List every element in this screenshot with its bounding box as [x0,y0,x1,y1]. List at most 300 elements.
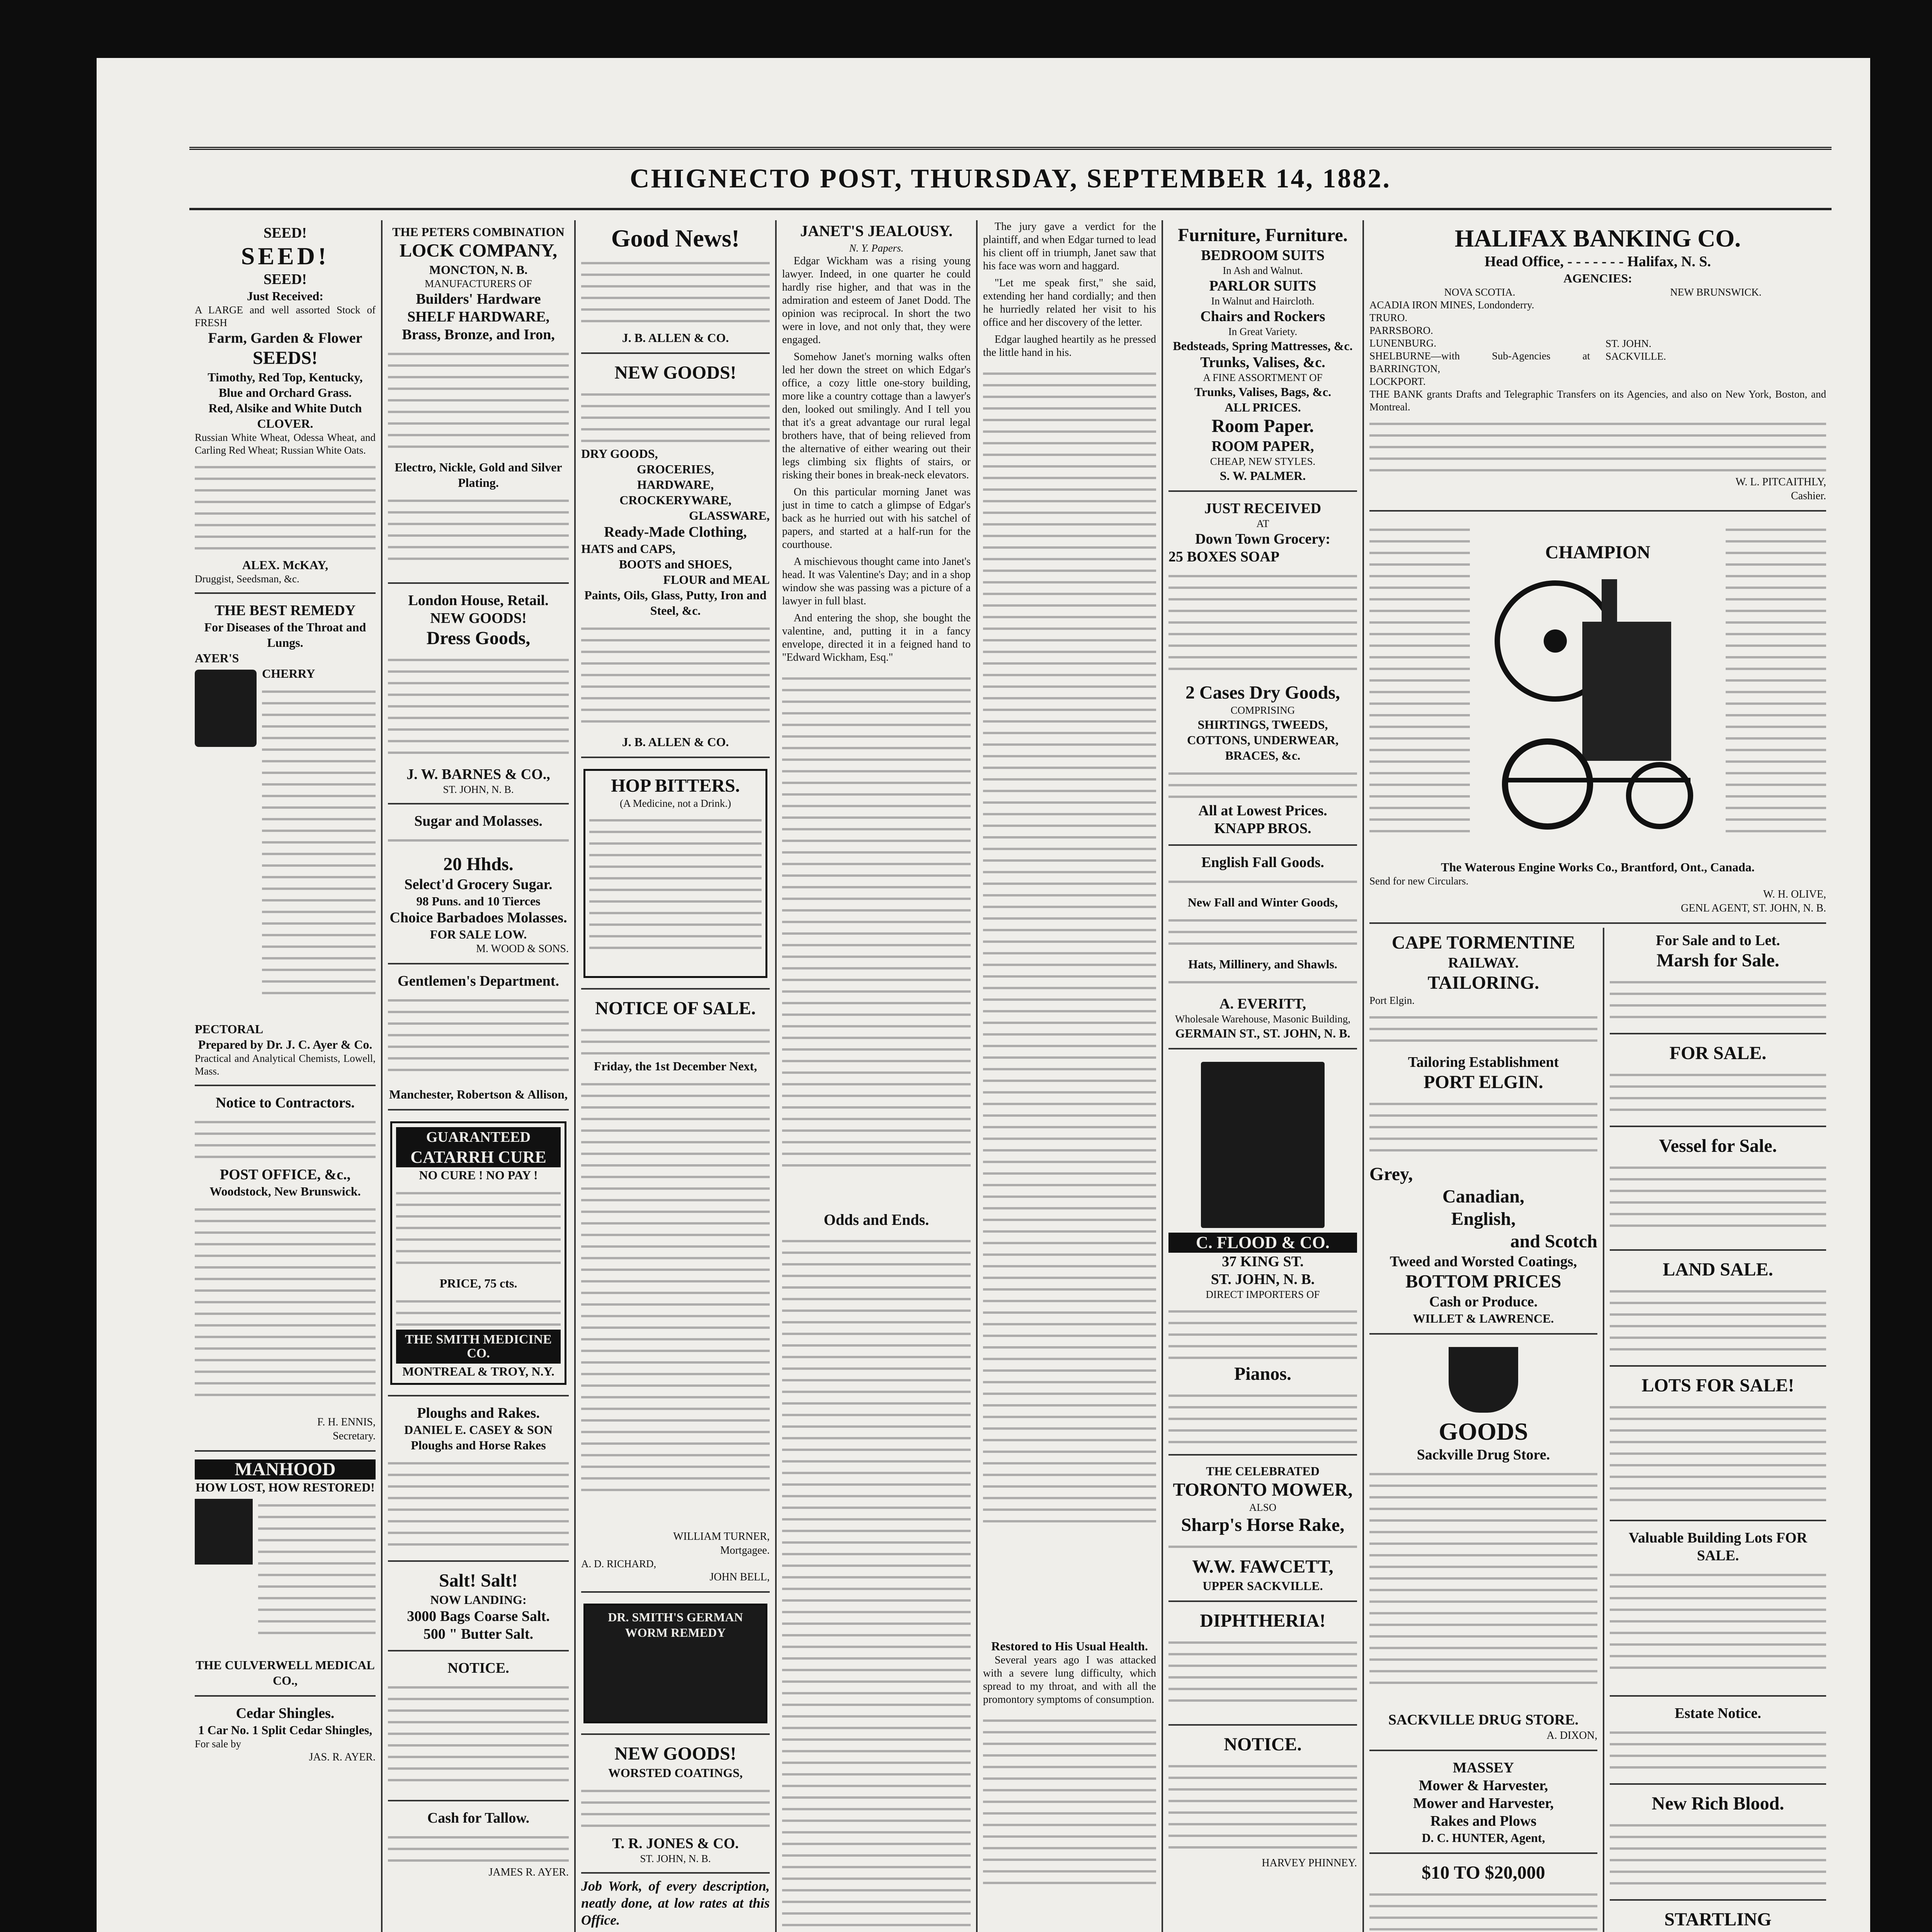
turner: WILLIAM TURNER, [673,1531,770,1543]
timothy: Timothy, Red Top, Kentucky, Blue and Orchard Grass. [207,370,363,400]
peters-text [388,344,569,459]
everitt: A. EVERITT, [1219,996,1306,1012]
allen2: J. B. ALLEN & CO. [622,735,729,749]
lock: LOCK COMPANY, [400,240,557,261]
salt: Salt! Salt! [439,1570,518,1591]
casey: DANIEL E. CASEY & SON [404,1423,553,1437]
bell: JOHN BELL, [709,1571,770,1583]
landing: NOW LANDING: [430,1593,527,1607]
grey: Grey, [1369,1164,1413,1184]
hop-text [589,810,762,972]
jones: T. R. JONES & CO. [612,1835,739,1852]
organ-illustration [1201,1062,1325,1228]
room-paper: Room Paper. [1211,416,1314,436]
just-received: Just Received: [247,289,324,303]
marsh: Marsh for Sale. [1656,950,1779,971]
story-p3: On this particular morning Janet was just in time to catch a glimpse of Edgar's back as he hurried out with his satchel of papers, and started at a half-run for the courthouse. [782,486,971,551]
contractors-ad [195,1090,376,1452]
diphtheria: DIPHTHERIA! [1200,1611,1326,1631]
cases: 2 Cases Dry Goods, [1185,682,1340,703]
parrsboro: PARRSBORO. [1369,325,1433,336]
sugar-ad [388,808,569,964]
story-title: JANET'S JEALOUSY. [800,222,953,240]
agencies-table [1369,286,1826,388]
no-cure: NO CURE ! NO PAY ! [419,1168,538,1182]
london: London House, Retail. [408,592,549,609]
seed-signer-sub: Druggist, Seedsman, &c. [195,573,299,585]
column-5 [978,220,1163,1932]
dress: Dress Goods, [426,628,531,648]
job-work: Job Work, of every description, neatly done, at low rates at this Office. [581,1878,770,1928]
salt-ad [388,1566,569,1651]
worsted: WORSTED COATINGS, [608,1766,743,1780]
engine-row [1369,519,1826,859]
guaranteed: GUARANTEED [396,1127,561,1147]
acadia: ACADIA IRON MINES, Londonderry. [1369,299,1534,311]
contractors-text-2 [195,1199,376,1415]
mower-text [1168,1536,1357,1556]
fall: New Fall and Winter Goods, [1187,895,1338,909]
allen-text [581,618,770,734]
fawcett: W.W. FAWCETT, [1192,1556,1333,1577]
goods: GOODS [1439,1418,1528,1445]
agency-stjohn: ST. JOHN. [1605,338,1651,349]
notice-sale-body [581,1074,770,1530]
grocery-text [1168,763,1357,802]
engine-side-text [1369,519,1470,859]
catarrh-price: PRICE, 75 cts. [439,1276,517,1290]
boots: BOOTS and SHOES, [619,557,732,571]
seed-kinds: Farm, Garden & Flower [208,330,362,346]
electro: Electro, Nickle, Gold and Silver Plating. [395,460,562,490]
pitcaithly: W. L. PITCAITHLY, [1735,476,1826,488]
ayer-sub: Practical and Analytical Chemists, Lowell, Mass. [195,1053,376,1077]
hats-millinery: Hats, Millinery, and Shawls. [1188,957,1337,971]
restored-title: Restored to His Usual Health. [991,1639,1148,1653]
importers: DIRECT IMPORTERS OF [1206,1289,1320,1300]
cash-tallow: Cash for Tallow. [427,1810,530,1826]
chairs: Chairs and Rockers [1200,308,1325,325]
manhood-ad [195,1456,376,1697]
english-text-2 [1168,910,1357,956]
english-fall: English Fall Goods. [1201,854,1324,871]
valuable-ad [1610,1525,1826,1697]
shirtings: SHIRTINGS, TWEEDS, COTTONS, UNDERWEAR, BRACES, &c. [1187,718,1339,762]
column-4 [777,220,978,1932]
furniture: Furniture, Furniture. [1178,225,1348,245]
engine-side-text-2 [1726,519,1826,859]
ns-list [1369,286,1590,388]
shelburne: SHELBURNE—with Sub-Agencies at BARRINGTON, [1369,350,1590,374]
english-text [1168,871,1357,895]
cedar-sale: For sale by [195,1738,241,1750]
flour: FLOUR and MEAL [663,573,770,587]
drug-ad [1369,1338,1597,1751]
all-prices: ALL PRICES. [1225,400,1301,414]
column-7 [1364,220,1832,1932]
jones-text [581,1781,770,1835]
ayer-bottle-illustration [195,670,257,747]
seed-text [195,457,376,557]
puns: 98 Puns. and 10 Tierces [416,894,541,908]
moncton: MONCTON, N. B. [429,263,528,277]
catarrh-text [396,1183,561,1276]
worm-body [589,1640,762,1718]
trunks: Trunks, Valises, &c. [1200,354,1325,371]
columns [189,220,1832,1932]
rich-text [1610,1815,1826,1892]
london-ad [388,588,569,804]
good-news-text [581,253,770,330]
flood: C. FLOOD & CO. [1168,1233,1357,1253]
column-6 [1163,220,1364,1932]
king: 37 KING ST. [1222,1253,1304,1270]
notice-6: NOTICE. [1224,1734,1302,1755]
seed-ad [195,220,376,594]
parlor-sub: In Walnut and Haircloth. [1211,295,1315,307]
massey-ad [1369,1755,1597,1854]
wheat: Russian White Wheat, Odessa Wheat, and Carling Red Wheat; Russian White Oats. [195,432,376,456]
tailoring-ad [1369,928,1597,1335]
ploughs-sub: Ploughs and Horse Rakes [411,1438,546,1452]
ayer-ad [195,598,376,1086]
notice-sale: NOTICE OF SALE. [595,998,756,1019]
cash-produce: Cash or Produce. [1429,1294,1538,1310]
everitt-sub: Wholesale Warehouse, Masonic Building, [1175,1013,1350,1025]
jones-ad [581,1739,770,1874]
drug: Sackville Drug Store. [1417,1447,1550,1463]
glass: GLASSWARE, [689,509,770,522]
railway: RAILWAY. [1448,955,1519,971]
comprising: COMPRISING [1230,704,1295,716]
cheap: CHEAP, NEW STYLES. [1210,456,1316,467]
catarrh-box [390,1121,566,1385]
col7-lower [1369,928,1826,1932]
olive-sub: GENL AGENT, ST. JOHN, N. B. [1681,902,1826,914]
bank-text: THE BANK grants Drafts and Telegraphic Transfers on its Agencies, and also on New York, Boston, and Montreal. [1369,388,1826,413]
bank-text-2 [1369,413,1826,475]
forsale-ad [1610,1038,1826,1127]
boxes: 25 BOXES SOAP [1168,549,1280,565]
culverwell: THE CULVERWELL MEDICAL CO., [196,1658,375,1687]
at: AT [1256,518,1269,529]
bedroom: BEDROOM SUITS [1201,247,1325,264]
rich-ad [1610,1789,1826,1901]
ploughs-text [388,1453,569,1553]
mower-ad [1168,1459,1357,1602]
ennis: F. H. ENNIS, [317,1416,376,1428]
brass: Brass, Bronze, and Iron, [402,327,555,343]
smith-med: THE SMITH MEDICINE CO. [396,1330,561,1364]
mortar-pestle-illustration [1449,1347,1518,1413]
sugar: Sugar and Molasses. [414,813,543,829]
port: Port Elgin. [1369,995,1415,1006]
seed-title-1: SEED! [264,225,307,241]
land: LAND SALE. [1663,1259,1773,1280]
port-elgin: PORT ELGIN. [1423,1072,1543,1092]
ploughs-ad [388,1400,569,1562]
organ-ad [1168,1053,1357,1456]
canadian: Canadian, [1442,1186,1525,1207]
mower: Mower & Harvester, [1418,1777,1548,1794]
halifax: HALIFAX BANKING CO. [1454,224,1741,252]
turner-sub: Mortgagee. [720,1544,770,1556]
cedar-ad [195,1701,376,1771]
good-news: Good News! [611,224,740,252]
hop-sub: (A Medicine, not a Drink.) [620,798,731,809]
masthead: CHIGNECTO POST, THURSDAY, SEPTEMBER 14, 1882. [189,147,1832,210]
mfr: MANUFACTURERS OF [425,278,532,289]
engine-picture [1478,541,1718,838]
truro: TRURO. [1369,312,1408,323]
downtown: Down Town Grocery: [1195,531,1330,547]
peters: THE PETERS COMBINATION [392,225,565,239]
allen: J. B. ALLEN & CO. [622,331,729,345]
organ-text [1168,1385,1357,1447]
notice-text [388,1677,569,1793]
richard: A. D. RICHARD, [581,1558,656,1570]
tallow-ad [388,1805,569,1886]
cedar-title: Cedar Shingles. [236,1705,335,1721]
manhood-sub: HOW LOST, HOW RESTORED! [196,1480,375,1494]
waterous: The Waterous Engine Works Co., Brantford, Ont., Canada. [1441,860,1755,874]
tailoring-text [1369,1007,1597,1053]
agencies: AGENCIES: [1563,271,1632,285]
nb: NEW BRUNSWICK. [1670,286,1762,298]
sugar-text [388,830,569,853]
gents-text [388,990,569,1087]
new-goods-text [581,384,770,446]
diph-text [1168,1632,1357,1717]
champion: CHAMPION [1545,542,1650,563]
marsh-text [1610,972,1826,1026]
grocery-sugar: Select'd Grocery Sugar. [404,876,553,893]
lots-ad [1610,1371,1826,1521]
seed-title-2: SEED! [241,242,330,270]
friday: Friday, the 1st December Next, [594,1059,757,1073]
gents: Gentlemen's Department. [398,973,559,989]
odds-text [782,1231,971,1932]
tailoring-text-2 [1369,1094,1597,1163]
trunks2: Trunks, Valises, Bags, &c. [1194,385,1332,399]
pectoral: PECTORAL [195,1022,264,1036]
english-text-3 [1168,972,1357,995]
startling-ad [1610,1905,1826,1932]
bags: 3000 Bags Coarse Salt. [407,1608,550,1624]
new-goods2: NEW GOODS! [614,1743,736,1764]
money-text [1369,1884,1597,1932]
forsale-text [1610,1065,1826,1119]
germain: GERMAIN ST., ST. JOHN, N. B. [1175,1026,1350,1040]
palmer: S. W. PALMER. [1219,469,1306,483]
newspaper-page [97,58,1870,1932]
column-1 [189,220,383,1932]
ready: Ready-Made Clothing, [604,524,747,540]
estate-text [1610,1722,1826,1776]
lowest: All at Lowest Prices. [1198,803,1327,819]
valuable: Valuable Building Lots FOR SALE. [1628,1530,1808,1564]
estate: Estate Notice. [1675,1705,1761,1721]
story-p1: Edgar Wickham was a rising young lawyer. Indeed, in one quarter he could hardly rise higher, and that was in the admiration and esteem of Janet Dodd. The opinion was reciprocal. In short the two were in love, and not only that, they were engaged. [782,255,971,346]
chairs-sub: In Great Variety. [1228,326,1298,337]
montreal: MONTREAL & TROY, N.Y. [402,1364,554,1378]
seed-intro: A LARGE and well assorted Stock of FRESH [195,304,376,328]
bedroom-sub: In Ash and Walnut. [1223,265,1303,276]
lots-text [1610,1397,1826,1513]
just-received-6: JUST RECEIVED [1204,500,1321,517]
london-new-goods: NEW GOODS! [430,610,527,626]
jones-sub: ST. JOHN, N. B. [640,1853,711,1864]
circulars: Send for new Circulars. [1369,875,1469,887]
woodstock: Woodstock, New Brunswick. [209,1184,361,1198]
bottom: BOTTOM PRICES [1405,1271,1561,1292]
paints: Paints, Oils, Glass, Putty, Iron and Steel, &c. [584,588,767,617]
story-p8: Edgar laughed heartily as he pressed the little hand in his. [983,333,1156,359]
cape: CAPE TORMENTINE [1391,932,1575,953]
lots: LOTS FOR SALE! [1641,1375,1794,1396]
gents-ad [388,968,569,1111]
story-p4: A mischievous thought came into Janet's head. It was Valentine's Day; and in a shop window she was passing was a picture of a lawyer in full blast. [782,556,971,607]
tweed: Tweed and Worsted Coatings, [1389,1253,1577,1270]
land-ad [1610,1255,1826,1367]
story-continued-2 [983,363,1156,1638]
ayer-prepared: Prepared by Dr. J. C. Ayer & Co. [198,1037,372,1051]
good-news-ad [581,220,770,354]
notice-6-text [1168,1756,1357,1856]
mower2: Mower and Harvester, [1413,1795,1554,1811]
restored-text: Several years ago I was attacked with a severe lung difficulty, which spread to my throat, and with all the promontory symptoms of consumption. [983,1654,1156,1706]
notice-6-ad [1168,1730,1357,1877]
worm-box [583,1604,767,1723]
ayer-text [262,681,376,1021]
contractors-text-1 [195,1112,376,1166]
knapp: KNAPP BROS. [1214,820,1311,837]
catarrh: CATARRH CURE [396,1147,561,1167]
tailoring: TAILORING. [1427,973,1539,993]
vessel-text [1610,1157,1826,1242]
drug2: SACKVILLE DRUG STORE. [1388,1712,1579,1728]
flood-stjohn: ST. JOHN, N. B. [1211,1271,1315,1287]
hop-ad [581,762,770,990]
contractors-title: Notice to Contractors. [216,1095,355,1111]
cashier: Cashier. [1791,490,1826,502]
hop-box [583,769,767,978]
allen-new-goods-ad [581,358,770,758]
dress-text [388,650,569,765]
rakes: Rakes and Plows [1430,1813,1537,1829]
massey: MASSEY [1452,1760,1514,1776]
catarrh-ad [388,1114,569,1396]
lunenburg: LUNENBURG. [1369,337,1437,349]
hhds: 20 Hhds. [443,854,514,874]
column-3 [576,220,777,1932]
vessel: Vessel for Sale. [1659,1136,1777,1156]
cedar-sub: 1 Car No. 1 Split Cedar Shingles, [198,1723,372,1737]
grocery-list [1168,566,1357,682]
shelf: SHELF HARDWARE, [407,309,550,325]
ploughs: Ploughs and Rakes. [417,1405,540,1421]
hats: HATS and CAPS, [581,542,675,556]
lawrence: WILLET & LAWRENCE. [1413,1311,1554,1325]
groceries: GROCERIES, [636,462,714,476]
steam-engine-illustration [1490,564,1706,834]
money-ad [1369,1858,1597,1932]
head-office: Head Office, - - - - - - - Halifax, N. S. [1485,253,1711,270]
story-source: N. Y. Papers. [849,242,904,254]
story-p5: And entering the shop, she bought the valentine, and, putting it in a fancy envelope, directed it in a feigned hand to "Edward Wickham, Esq." [782,612,971,663]
worm-ad [581,1597,770,1735]
rich: New Rich Blood. [1651,1793,1784,1814]
sale-low: FOR SALE LOW. [430,927,527,941]
manhood-title: MANHOOD [195,1459,376,1480]
furniture-ad [1168,220,1357,492]
new-goods: NEW GOODS! [614,362,736,383]
barbadoes: Choice Barbadoes Molasses. [389,910,567,926]
hunter: D. C. HUNTER, Agent, [1422,1831,1545,1845]
sale-let-ad [1610,928,1826,1034]
forsale: FOR SALE. [1669,1043,1767,1063]
valuable-text [1610,1565,1826,1688]
manhood-text [258,1495,376,1657]
grocery-ad [1168,496,1357,846]
phinney: HARVEY PHINNEY. [1262,1857,1357,1869]
drug-list [1369,1464,1597,1711]
establishment: Tailoring Establishment [1408,1054,1559,1070]
odds-title: Odds and Ends. [823,1211,929,1228]
sharps: Sharp's Horse Rake, [1181,1515,1345,1535]
story-p6: The jury gave a verdict for the plaintiff, and when Edgar turned to lead his client off in triumph, Janet saw that his face was worn and haggard. [983,221,1156,272]
peters-text-2 [388,490,569,575]
agency-sackville: SACKVILLE. [1605,350,1666,362]
clover: Red, Alsike and White Dutch CLOVER. [208,401,362,430]
barnes: J. W. BARNES & CO., [406,766,550,782]
bedsteads: Bedsteads, Spring Mattresses, &c. [1173,339,1353,353]
notice-sale-text [581,1020,770,1058]
dry: DRY GOODS, [581,447,658,461]
ennis-sub: Secretary. [333,1430,376,1442]
diphtheria-ad [1168,1606,1357,1726]
peters-ad [388,220,569,584]
english: English, [1451,1209,1516,1229]
col7-right [1604,928,1826,1932]
engine-ad [1369,515,1826,924]
dixon: A. DIXON, [1546,1730,1597,1742]
upper-sackville: UPPER SACKVILLE. [1202,1579,1323,1593]
room-paper-2: ROOM PAPER, [1211,438,1314,454]
olive: W. H. OLIVE, [1763,888,1826,900]
restored-continued [983,1710,1156,1903]
lockport: LOCKPORT. [1369,376,1426,387]
money: $10 TO $20,000 [1422,1862,1545,1883]
toronto: TORONTO MOWER, [1173,1480,1353,1500]
halifax-ad [1369,220,1826,512]
tallow-text [388,1827,569,1866]
story-p7: "Let me speak first," she said, extending her hand cordially; and then he hurriedly related her visit to his office and her discovery of the letter. [983,277,1156,328]
wood: M. WOOD & SONS. [476,943,569,955]
vessel-ad [1610,1131,1826,1251]
pianos: Pianos. [1234,1364,1292,1384]
ns: NOVA SCOTIA. [1444,286,1515,298]
post-office: POST OFFICE, &c., [219,1167,351,1183]
col7-left [1369,928,1604,1932]
manchester: Manchester, Robertson & Allison, [389,1087,568,1101]
seed-signer: ALEX. McKAY, [242,558,328,572]
hardware: HARDWARE, [637,478,714,492]
scotch: and Scotch [1510,1231,1597,1252]
ayer2: JAMES R. AYER. [488,1866,569,1878]
startling: STARTLING [1664,1909,1772,1930]
barnes-sub: ST. JOHN, N. B. [443,784,514,795]
